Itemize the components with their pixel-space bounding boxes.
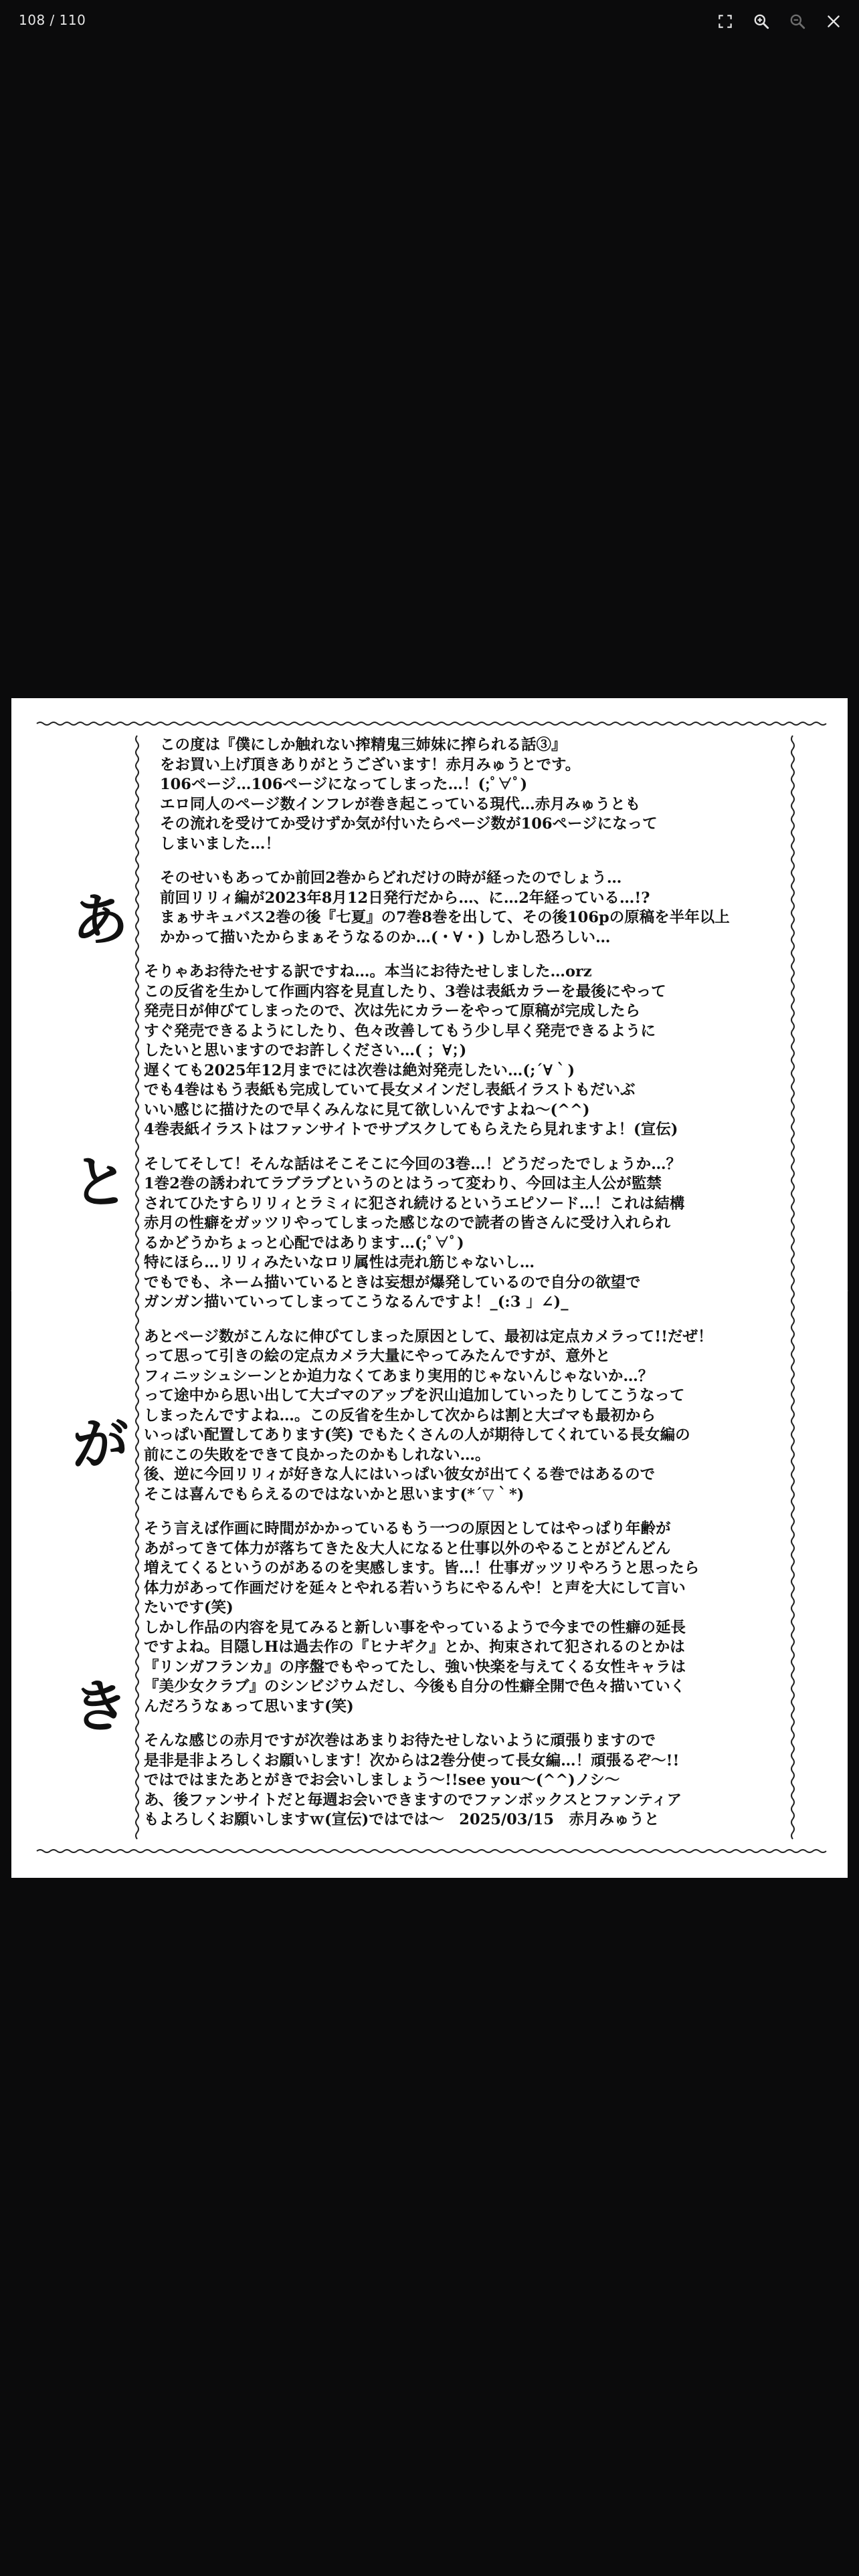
text-line: 4巻表紙イラストはファンサイトでサブスクしてもらえたら見れますよ！(宣伝) (144, 1121, 678, 1138)
paragraph (144, 1519, 820, 1717)
text-line: エロ同人のページ数インフレが巻き起こっている現代…赤月みゅうとも (160, 795, 641, 813)
text-line: ガンガン描いていってしまってこうなるんですよ！_(:3 」∠)_ (144, 1293, 569, 1311)
text-line: 106ページ…106ページになってしまった…！(;ﾟ∀ﾟ) (160, 776, 528, 793)
text-line: フィニッシュシーンとか迫力なくてあまり実用的じゃないんじゃないか…？ (144, 1367, 654, 1385)
paragraph (144, 1327, 820, 1505)
text-line: 発売日が伸びてしまったので、次は先にカラーをやって原稿が完成したら (144, 1002, 641, 1020)
viewer-toolbar (0, 0, 859, 43)
text-line: この反省を生かして作画内容を見直したり、3巻は表紙カラーを最後にやって (144, 982, 666, 1000)
paragraph (144, 1155, 820, 1313)
text-line: 遅くても2025年12月までには次巻は絶対発売したい…(;´∀｀) (144, 1061, 575, 1079)
text-line: いっぱい配置してあります(笑) でもたくさんの人が期待してくれている長女編の (144, 1426, 690, 1444)
text-line: 1巻2巻の誘われてラブラブというのとはうって変わり、今回は主人公が監禁 (144, 1175, 662, 1192)
text-line: いい感じに描けたので早くみんなに見て欲しいんですよね～(^^) (144, 1101, 590, 1119)
text-line: そこは喜んでもらえるのではないかと思います(*´▽｀*) (144, 1485, 524, 1503)
text-line: 特にほら…リリィみたいなロリ属性は売れ筋じゃないし… (144, 1254, 535, 1271)
text-line: って思って引きの絵の定点カメラ大量にやってみたんですが、意外と (144, 1348, 611, 1365)
text-line: 体力があって作画だけを延々とやれる若いうちにやるんや！と声を大にして言い (144, 1579, 686, 1597)
afterword-title (64, 887, 137, 1739)
text-line: でもでも、ネーム描いているときは妄想が爆発しているので自分の欲望で (144, 1273, 641, 1291)
text-line: すぐ発売できるようにしたり、色々改善してもう少し早く発売できるように (144, 1022, 656, 1040)
zoom-out-icon (789, 13, 806, 30)
text-line: たいです(笑) (144, 1599, 233, 1616)
text-line: ですよね。目隠しHは過去作の『ヒナギク』とか、拘束されて犯されるのとかは (144, 1638, 685, 1656)
paragraph (144, 1731, 820, 1830)
toolbar-buttons (712, 8, 847, 35)
fullscreen-button[interactable] (712, 8, 739, 35)
text-line: そしてそして！そんな話はそこそこに今回の3巻…！どうだったでしょうか…？ (144, 1155, 682, 1173)
title-char: が (72, 1411, 128, 1477)
text-line: しまったんですよね…。この反省を生かして次からは割と大ゴマも最初から (144, 1406, 656, 1424)
zoom-in-icon (753, 13, 770, 30)
text-line: 赤月の性癖をガッツリやってしまった感じなので読者の皆さんに受け入れられ (144, 1214, 671, 1232)
text-line: しかし作品の内容を見てみると新しい事をやっているようで今までの性癖の延長 (144, 1618, 686, 1636)
text-line: そのせいもあってか前回2巻からどれだけの時が経ったのでしょう… (160, 869, 622, 887)
paragraph (144, 736, 820, 854)
text-line: されてひたすらリリィとラミィに犯され続けるというエピソード…！これは結構 (144, 1194, 685, 1212)
text-line: あ、後ファンサイトだと毎週お会いできますのでファンボックスとファンティア (144, 1791, 682, 1809)
text-line: るかどうかちょっと心配ではあります…(;ﾟ∀ﾟ) (144, 1234, 464, 1252)
text-line: でも4巻はもう表紙も完成していて長女メインだし表紙イラストもだいぶ (144, 1081, 636, 1099)
text-line: そりゃあお待たせする訳ですね…。本当にお待たせしました…orz (144, 963, 592, 980)
afterword-text (144, 736, 820, 1845)
text-line: その流れを受けてか受けずか気が付いたらページ数が106ページになって (160, 815, 658, 833)
text-line: あがってきて体力が落ちてきた＆大人になると仕事以外のやることがどんどん (144, 1539, 671, 1558)
page-counter: 108 / 110 (19, 12, 86, 28)
title-char: あ (72, 887, 128, 953)
zoom-out-button[interactable] (784, 8, 811, 35)
text-line: 『美少女クラブ』のシンビジウムだし、今後も自分の性癖全開で色々描いていく (144, 1678, 686, 1695)
text-line: まぁサキュバス2巻の後『七夏』の7巻8巻を出して、その後106pの原稿を半年以上 (160, 909, 730, 926)
text-line: をお買い上げ頂きありがとうございます！赤月みゅうとです。 (160, 756, 581, 774)
text-line: あとページ数がこんなに伸びてしまった原因として、最初は定点カメラって!!だぜ！ (144, 1327, 713, 1346)
text-line: もよろしくお願いしますｗ(宣伝)ではでは～ 2025/03/15 赤月みゅうと (144, 1811, 660, 1828)
text-line: 前にこの失敗をできて良かったのかもしれない…。 (144, 1446, 490, 1464)
text-line: ではではまたあとがきでお会いしましょう～!!see you～(^^)ノシ～ (144, 1772, 620, 1789)
title-char: き (72, 1673, 128, 1739)
text-line: 増えてくるというのがあるのを実感します。皆…！仕事ガッツリやろうと思ったら (144, 1560, 700, 1577)
text-line: って途中から思い出して大ゴマのアップを沢山追加していったりしてこうなって (144, 1387, 685, 1404)
close-button[interactable] (820, 8, 847, 35)
paragraph (144, 962, 820, 1140)
text-line: この度は『僕にしか触れない搾精鬼三姉妹に搾られる話③』 (160, 736, 567, 754)
text-line: 後、逆に今回リリィが好きな人にはいっぱい彼女が出てくる巻ではあるので (144, 1466, 656, 1483)
close-icon (825, 13, 842, 30)
text-line: んだろうなぁって思います(笑) (144, 1697, 354, 1715)
text-line: そんな感じの赤月ですが次巻はあまりお待たせしないように頑張りますので (144, 1732, 656, 1749)
title-char: と (72, 1149, 128, 1215)
text-line: 是非是非よろしくお願いします！次からは2巻分使って長女編…！頑張るぞ～!! (144, 1751, 680, 1769)
manga-page (11, 698, 848, 1878)
paragraph (144, 869, 820, 948)
text-line: かかって描いたからまぁそうなるのか…(・∀・) しかし恐ろしい… (160, 928, 611, 946)
text-line: しまいました…！ (160, 835, 281, 853)
text-line: したいと思いますのでお許しください…( ；∀；) (144, 1042, 467, 1059)
text-line: 前回リリィ編が2023年8月12日発行だから…、に…2年経っている…!? (160, 889, 650, 907)
fullscreen-icon (717, 13, 734, 30)
text-line: 『リンガフランカ』の序盤でもやってたし、強い快楽を与えてくる女性キャラは (144, 1658, 686, 1676)
zoom-in-button[interactable] (748, 8, 775, 35)
text-line: そう言えば作画に時間がかかっているもう一つの原因としてはやっぱり年齢が (144, 1520, 671, 1537)
